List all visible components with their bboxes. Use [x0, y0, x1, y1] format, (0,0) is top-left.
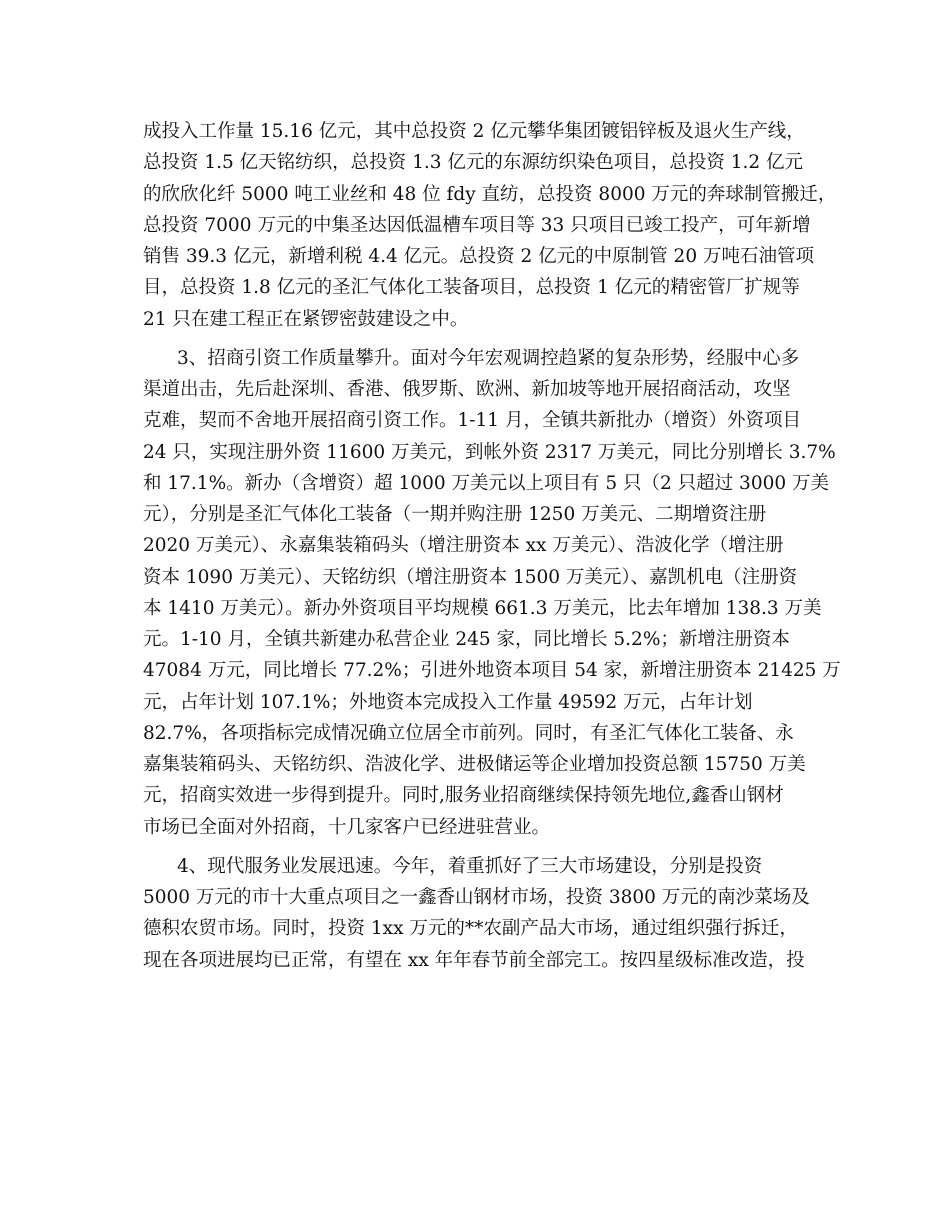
text-line: 渠道出击，先后赴深圳、香港、俄罗斯、欧洲、新加坡等地开展招商活动，攻坚 [143, 379, 791, 400]
text-line: 2020 万美元）、永嘉集装箱码头（增注册资本 xx 万美元）、浩波化学（增注册 [143, 535, 784, 557]
text-line: 元），分别是圣汇气体化工装备（一期并购注册 1250 万美元、二期增资注册 [143, 504, 767, 525]
text-line: 资本 1090 万美元）、天铭纺织（增注册资本 1500 万美元）、嘉凯机电（注册资 [143, 566, 798, 588]
text-line: 元，占年计划 107.1%；外地资本完成投入工作量 49592 万元，占年计划 [143, 691, 753, 713]
text-line: 现在各项进展均已正常，有望在 xx 年年春节前全部完工。按四星级标准改造，投 [143, 949, 805, 971]
text-line: 市场已全面对外招商，十几家客户已经进驻营业。 [143, 816, 551, 838]
text-line: 82.7%，各项指标完成情况确立位居全市前列。同时，有圣汇气体化工装备、永 [143, 722, 794, 744]
text-line: 4、现代服务业发展迅速。今年，着重抓好了三大市场建设，分别是投资 [177, 855, 763, 877]
text-line: 元，招商实效进一步得到提升。同时,服务业招商继续保持领先地位,鑫香山钢材 [143, 785, 784, 807]
text-line: 本 1410 万美元）。新办外资项目平均规模 661.3 万美元，比去年增加 138.3 万美 [143, 597, 822, 619]
paragraph-service-industry [143, 851, 809, 976]
text-line: 5000 万元的市十大重点项目之一鑫香山钢材市场，投资 3800 万元的南沙菜场及 [143, 887, 810, 908]
text-line: 3、招商引资工作质量攀升。面对今年宏观调控趋紧的复杂形势，经服中心多 [177, 347, 800, 369]
text-line: 的欣欣化纤 5000 吨工业丝和 48 位 fdy 直纺，总投资 8000 万元的奔球制管搬迁， [143, 183, 837, 205]
text-line: 和 17.1%。新办（含增资）超 1000 万美元以上项目有 5 只（2 只超过 3000 万美 [143, 472, 830, 494]
document-body [143, 116, 841, 976]
paragraph-investment-projects [143, 116, 837, 335]
text-line: 目，总投资 1.8 亿元的圣汇气体化工装备项目，总投资 1 亿元的精密管厂扩规等 [143, 277, 800, 299]
text-line: 德积农贸市场。同时，投资 1xx 万元的**农副产品大市场，通过组织强行拆迁， [143, 918, 798, 940]
text-line: 嘉集装箱码头、天铭纺织、浩波化学、进极储运等企业增加投资总额 15750 万美 [143, 754, 806, 775]
text-line: 成投入工作量 15.16 亿元，其中总投资 2 亿元攀华集团镀铝锌板及退火生产线， [143, 121, 805, 142]
text-line: 47084 万元，同比增长 77.2%；引进外地资本项目 54 家，新增注册资本 21425 万 [143, 660, 841, 682]
text-line: 销售 39.3 亿元，新增利税 4.4 亿元。总投资 2 亿元的中原制管 20 万吨石油管项 [143, 246, 814, 267]
text-line: 21 只在建工程正在紧锣密鼓建设之中。 [143, 308, 469, 330]
paragraph-investment-attraction [143, 343, 841, 843]
text-line: 元。1-10 月，全镇共新建办私营企业 245 家，同比增长 5.2%；新增注册资本 [143, 629, 790, 650]
text-line: 总投资 1.5 亿天铭纺织，总投资 1.3 亿元的东源纺织染色项目，总投资 1.2 亿元 [143, 152, 804, 174]
text-line: 24 只，实现注册外资 11600 万美元，到帐外资 2317 万美元，同比分别增长 3.7% [143, 441, 836, 463]
text-line: 总投资 7000 万元的中集圣达因低温槽车项目等 33 只项目已竣工投产，可年新增 [143, 214, 811, 236]
text-line: 克难，契而不舍地开展招商引资工作。1-11 月，全镇共新批办（增资）外资项目 [143, 410, 801, 432]
